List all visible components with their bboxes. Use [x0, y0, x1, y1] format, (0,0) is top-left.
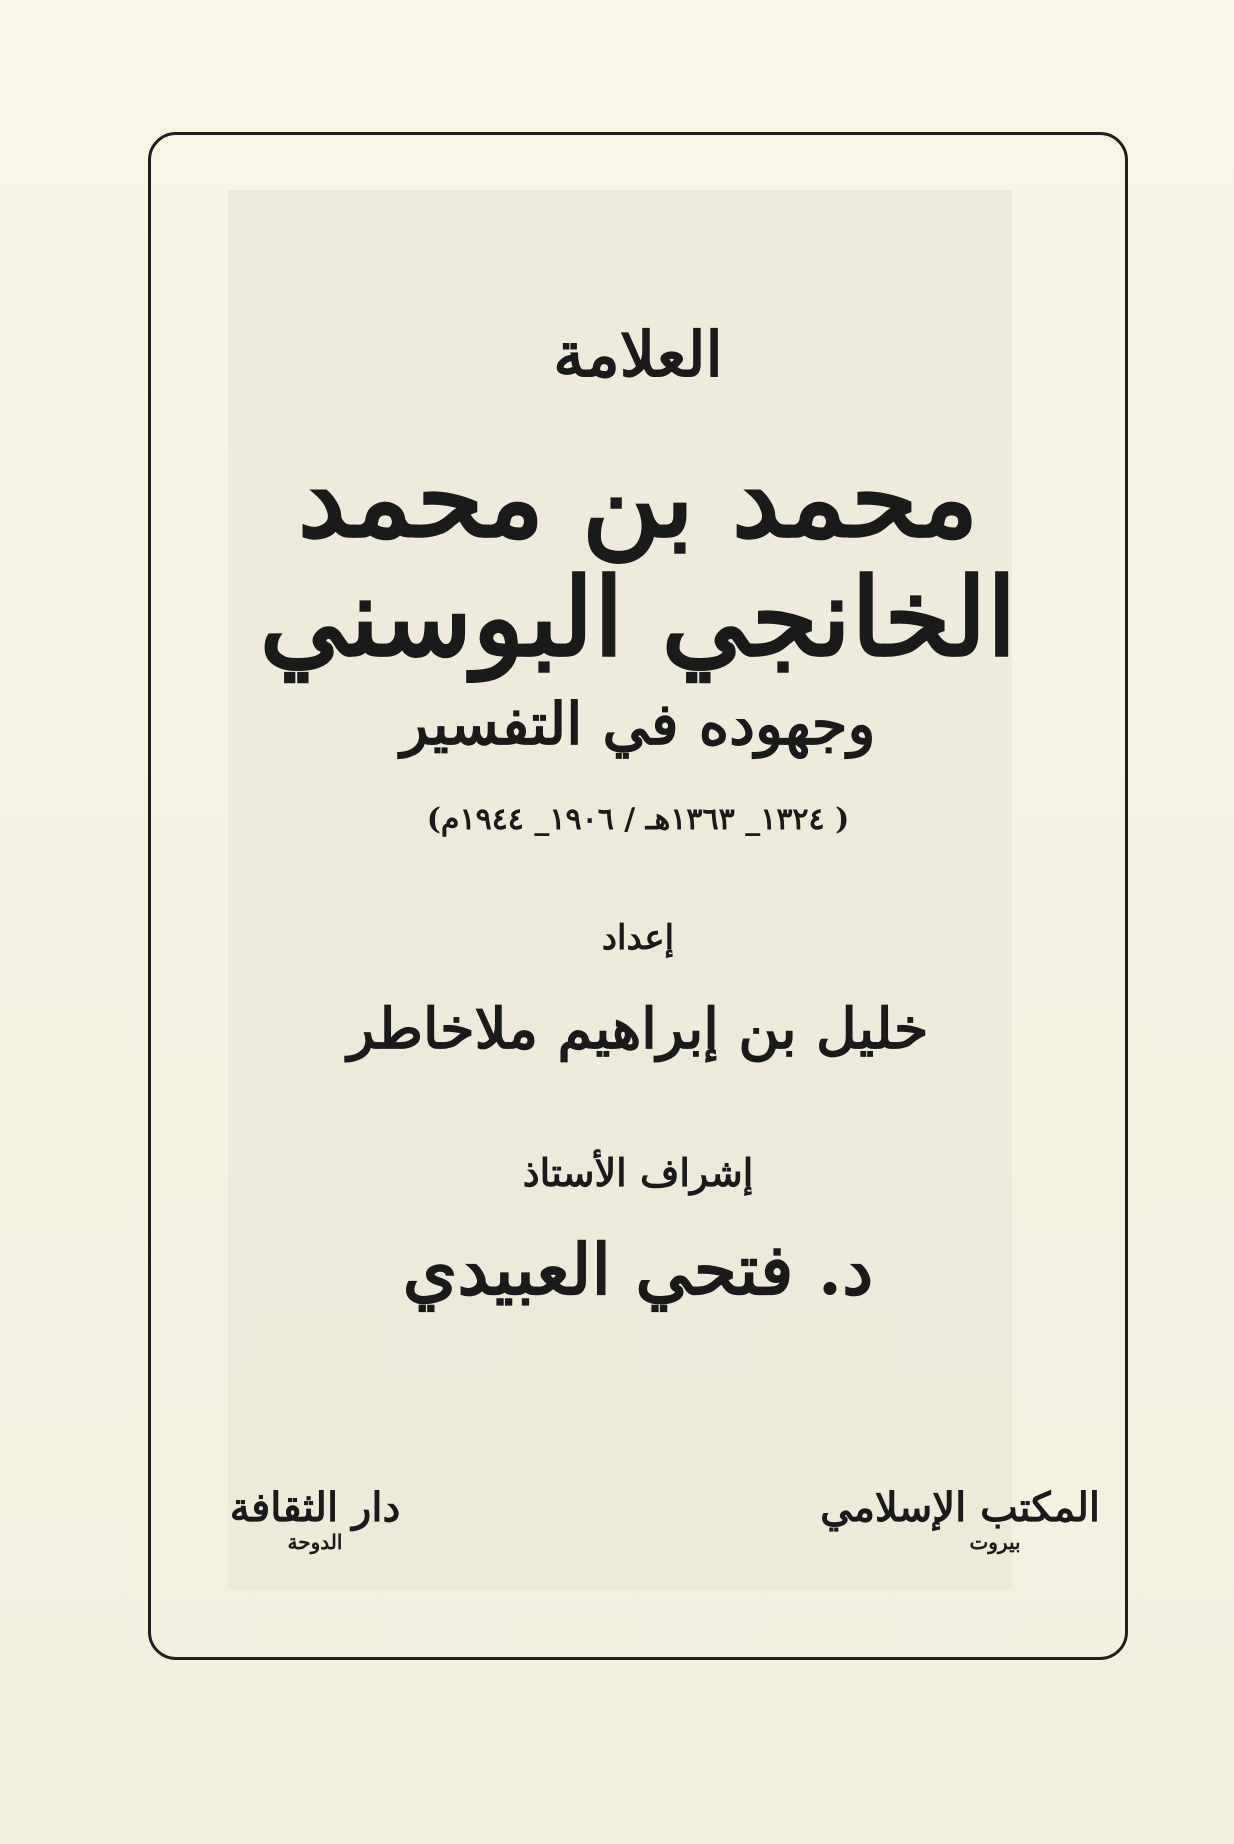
publisher-name-right: المكتب الإسلامي [820, 1484, 1100, 1531]
honorific-title: العلامة [553, 318, 723, 391]
prepared-by-label: إعداد [601, 918, 675, 958]
supervisor-name: د. فتحي العبيدي [402, 1228, 874, 1311]
publisher-logo-right [820, 1484, 1100, 1554]
book-subtitle: وجهوده في التفسير [400, 690, 876, 758]
life-dates: ( ١٣٢٤_ ١٣٦٣هـ / ١٩٠٦_ ١٩٤٤م) [426, 802, 850, 837]
publisher-city-left: الدوحة [287, 1530, 343, 1554]
publisher-name-left: دار الثقافة [229, 1484, 401, 1531]
publisher-logo-left [210, 1486, 420, 1554]
scholar-name: محمد بن محمد الخانجي البوسني [259, 436, 1017, 681]
supervision-label: إشراف الأستاذ [522, 1150, 754, 1195]
publisher-city-right: بيروت [969, 1530, 1021, 1554]
author-name: خليل بن إبراهيم ملاخاطر [347, 996, 929, 1062]
